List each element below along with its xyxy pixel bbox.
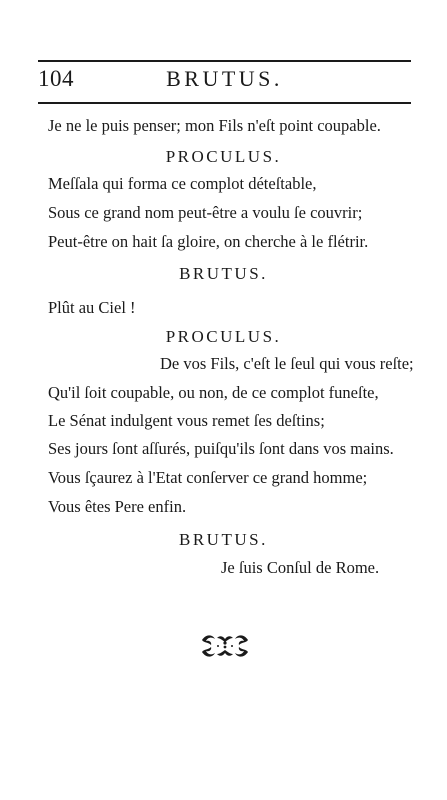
verse-line-indented: De vos Fils, c'eſt le ſeul qui vous reſte; bbox=[160, 354, 414, 373]
speaker-name: PROCULUS. bbox=[165, 147, 282, 166]
verse-line: Sous ce grand nom peut-être a voulu ſe couvrir; bbox=[48, 203, 363, 222]
verse-line-indented: Je ſuis Conſul de Rome. bbox=[221, 558, 380, 577]
fleuron-graphic bbox=[198, 633, 252, 659]
fleuron-tailpiece-icon bbox=[198, 633, 252, 659]
header-top-rule bbox=[38, 60, 411, 62]
running-title: BRUTUS. bbox=[166, 66, 283, 91]
verse-line: Le Sénat indulgent vous remet ſes deſtins; bbox=[48, 411, 325, 430]
page-number: 104 bbox=[38, 66, 74, 91]
verse-line: Qu'il ſoit coupable, ou non, de ce complot funeſte, bbox=[48, 383, 379, 402]
verse-line: Meſſala qui forma ce complot déteſtable, bbox=[48, 174, 317, 193]
running-header bbox=[38, 66, 411, 94]
verse-line: Je ne le puis penser; mon Fils n'eſt point coupable. bbox=[48, 116, 381, 135]
speaker-name: BRUTUS. bbox=[179, 530, 268, 549]
verse-line: Vous êtes Pere enfin. bbox=[48, 497, 187, 516]
verse-line: Plût au Ciel ! bbox=[48, 298, 136, 317]
speaker-name: PROCULUS. bbox=[165, 327, 282, 346]
header-bottom-rule bbox=[38, 102, 411, 104]
verse-line: Vous ſçaurez à l'Etat conſerver ce grand homme; bbox=[48, 468, 368, 487]
speaker-name: BRUTUS. bbox=[179, 264, 268, 283]
verse-line: Ses jours ſont aſſurés, puiſqu'ils ſont dans vos mains. bbox=[48, 439, 394, 458]
verse-line: Peut-être on hait ſa gloire, on cherche à le flétrir. bbox=[48, 232, 369, 251]
